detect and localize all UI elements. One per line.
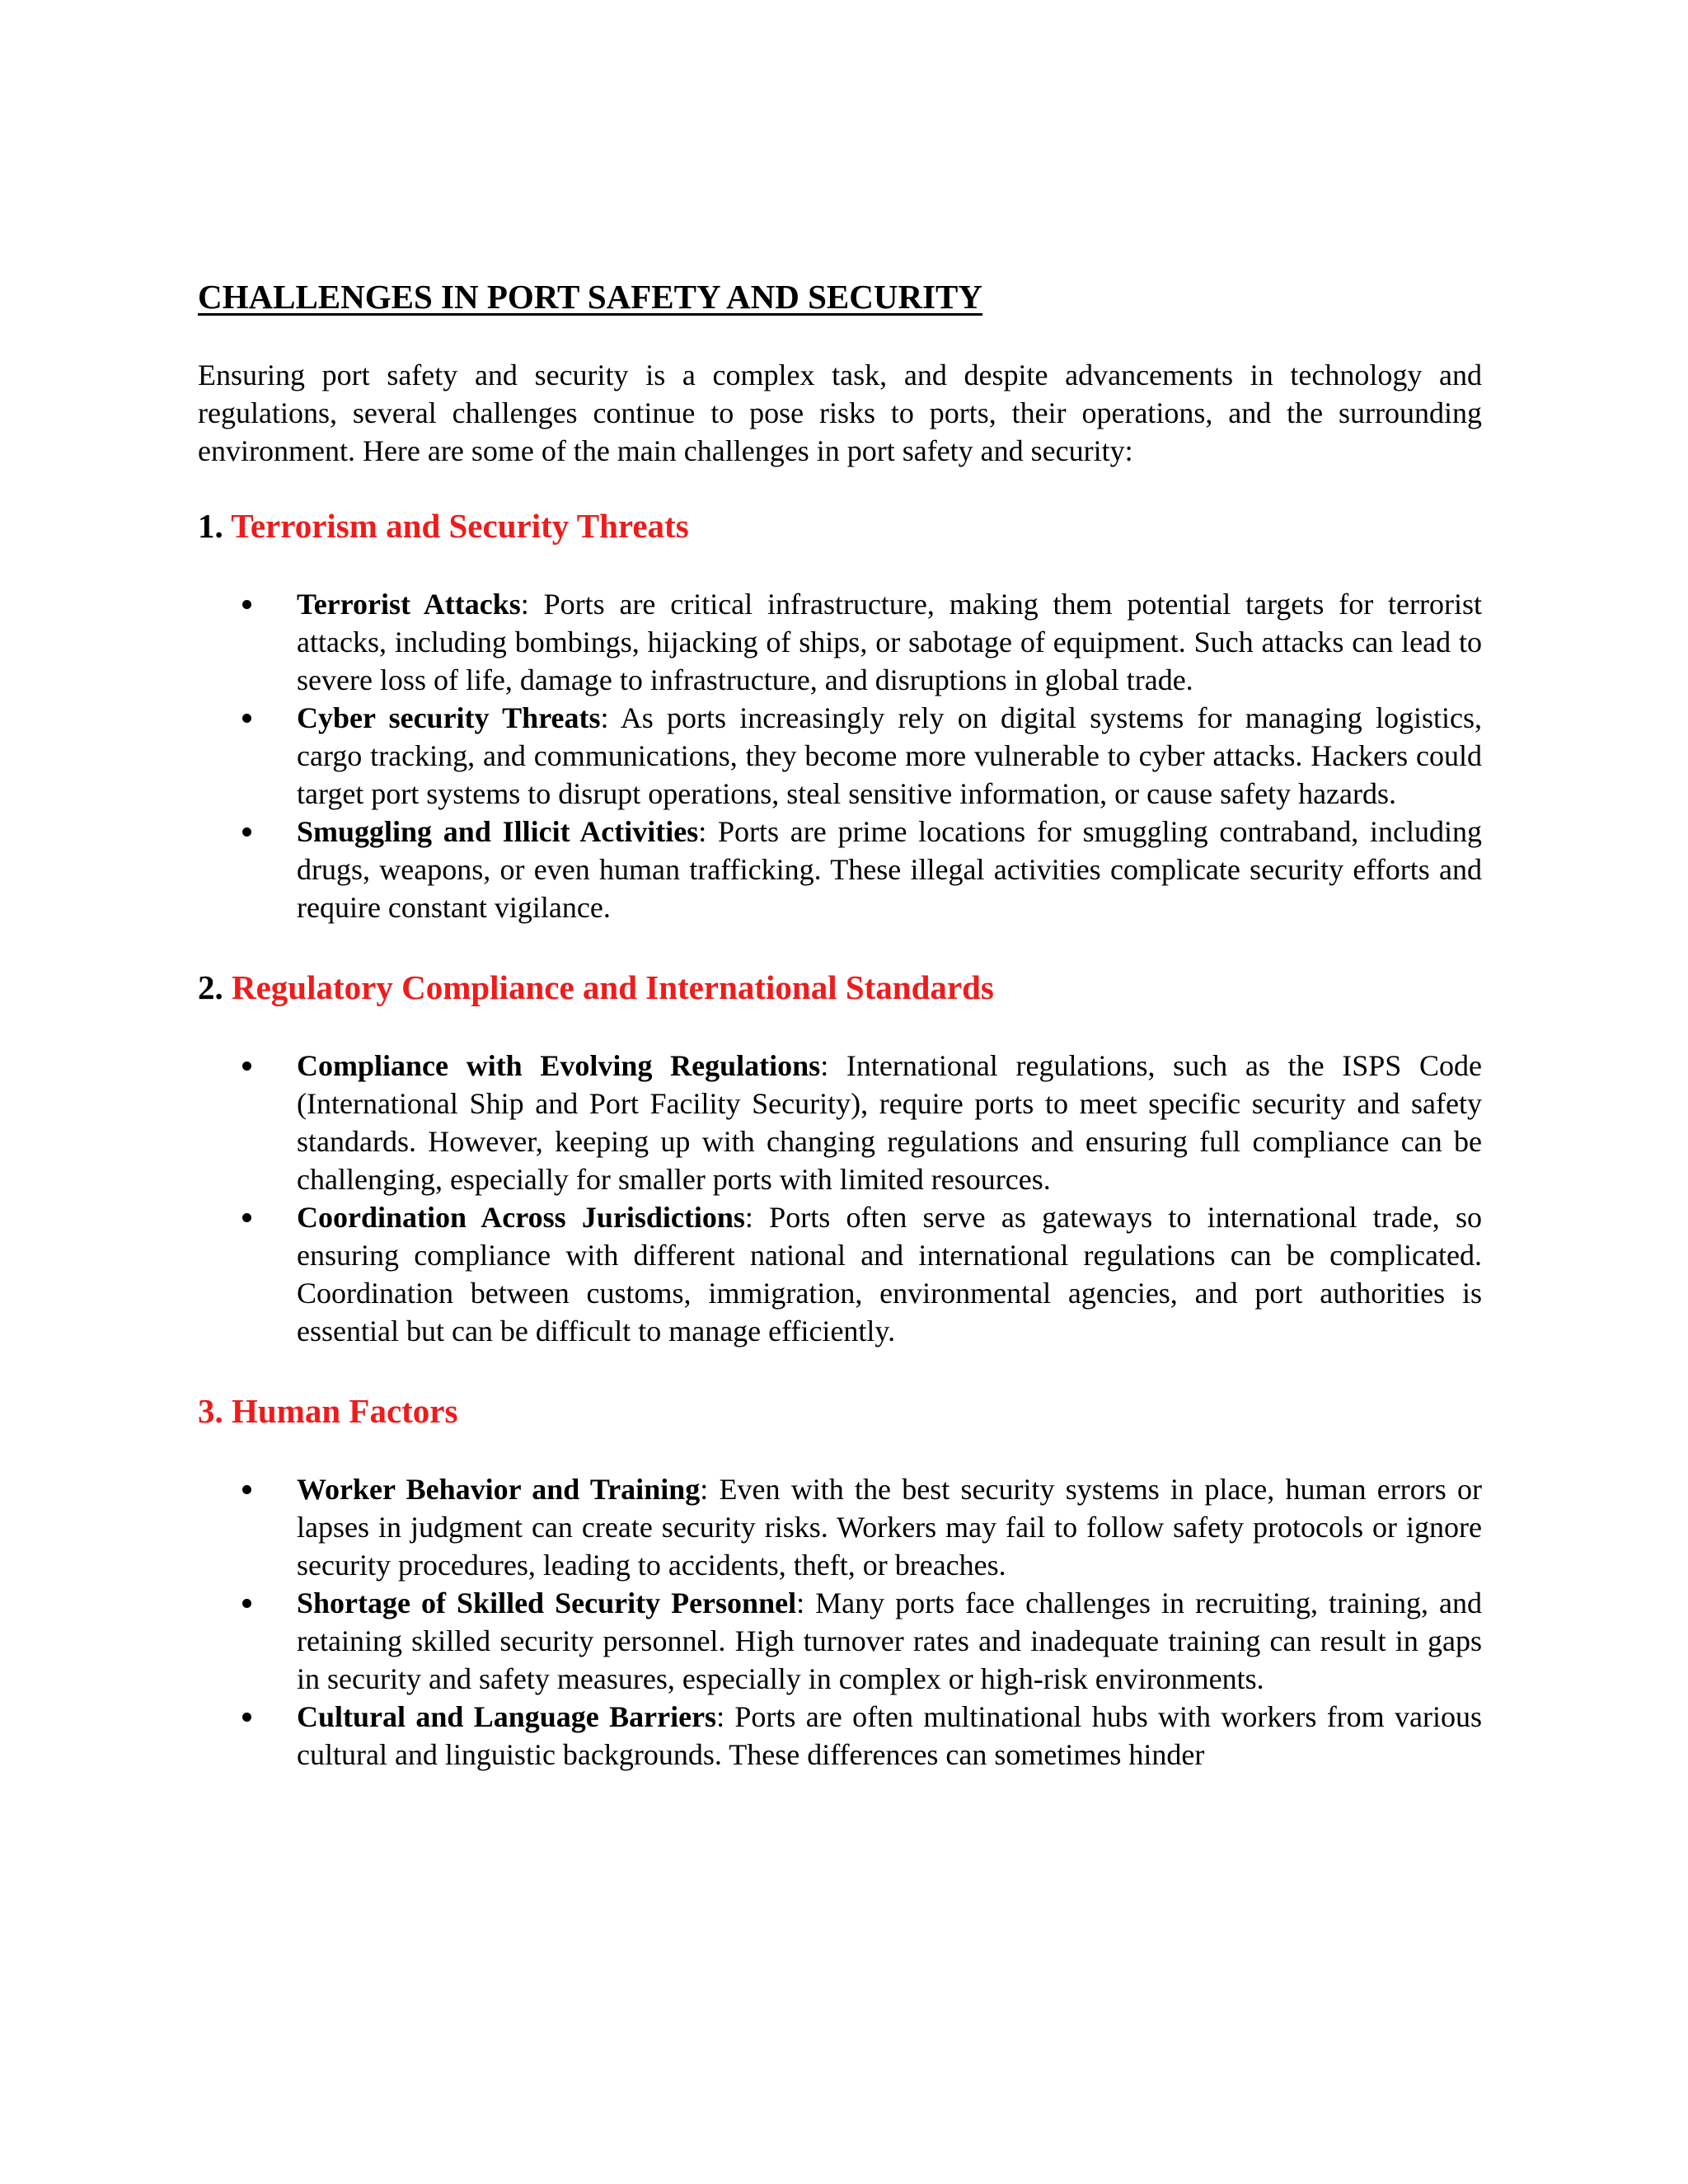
list-item (198, 813, 1482, 926)
item-text: : Ports are prime locations for smuggling contraband, including drugs, weapons, or even human trafficking. These illegal activities complicate security efforts and require constant vigilance. (297, 815, 1482, 924)
item-text: : Many ports face challenges in recruiting, training, and retaining skilled security personnel. High turnover rates and inadequate training can result in gaps in security and safety measures, especially in complex or high-risk environments. (297, 1586, 1482, 1695)
section-title: Human Factors (232, 1392, 458, 1430)
list-item (198, 1047, 1482, 1198)
section-heading-terrorism (198, 501, 1482, 551)
section-title: Terrorism and Security Threats (231, 507, 689, 545)
intro-paragraph: Ensuring port safety and security is a complex task, and despite advancements in technology and regulations, several challenges continue to pose risks to ports, their operations, and the surrounding environment. Here are some of the main challenges in port safety and security: (198, 359, 1482, 467)
list-item (198, 699, 1482, 813)
item-text: : Ports are critical infrastructure, making them potential targets for terrorist attacks, including bombings, hijacking of ships, or sabotage of equipment. Such attacks can lead to severe loss of life, damage to infrastructure, and disruptions in global trade. (297, 588, 1482, 696)
bullet-icon (242, 827, 251, 837)
section-title: Regulatory Compliance and International Standards (232, 968, 994, 1006)
section-number: 2. (198, 968, 223, 1006)
list-item (198, 585, 1482, 699)
item-term: Cultural and Language Barriers (297, 1700, 717, 1733)
item-term: Cyber security Threats (297, 701, 601, 734)
bullet-icon (242, 714, 251, 723)
bullet-list-regulatory (198, 1047, 1482, 1350)
section-number: 3. (198, 1392, 223, 1430)
section-number: 1. (198, 507, 223, 545)
list-item (198, 1470, 1482, 1584)
item-text: : Ports often serve as gateways to international trade, so ensuring compliance with different national and international regulations can be complicated. Coordination between customs, immigration, environmental agencies, and port authorities is essential but can be difficult to manage efficiently. (297, 1201, 1482, 1347)
item-text: : Ports are often multinational hubs with workers from various cultural and linguistic backgrounds. These differences can sometimes hinder (297, 1700, 1482, 1771)
list-item (198, 1698, 1482, 1774)
document-page (198, 272, 1482, 1774)
item-text: : As ports increasingly rely on digital systems for managing logistics, cargo tracking, and communications, they become more vulnerable to cyber attacks. Hackers could target port systems to disrupt operations, steal sensitive information, or cause safety hazards. (297, 701, 1482, 810)
item-term: Shortage of Skilled Security Personnel (297, 1586, 797, 1619)
bullet-list-human-factors (198, 1470, 1482, 1774)
item-text: : Even with the best security systems in place, human errors or lapses in judgment can create security risks. Workers may fail to follow safety protocols or ignore security procedures, leading to accidents, theft, or breaches. (297, 1473, 1482, 1582)
item-term: Terrorist Attacks (297, 588, 521, 621)
list-item (198, 1584, 1482, 1698)
bullet-icon (242, 1062, 251, 1071)
bullet-list-terrorism (198, 585, 1482, 926)
page-title: CHALLENGES IN PORT SAFETY AND SECURITY (198, 278, 983, 316)
item-term: Smuggling and Illicit Activities (297, 815, 699, 848)
item-term: Worker Behavior and Training (297, 1473, 701, 1506)
section-heading-human-factors (198, 1386, 1482, 1436)
bullet-icon (242, 1599, 251, 1608)
item-term: Coordination Across Jurisdictions (297, 1201, 745, 1234)
list-item (198, 1198, 1482, 1350)
section-heading-regulatory (198, 963, 1482, 1012)
item-term: Compliance with Evolving Regulations (297, 1049, 821, 1082)
bullet-icon (242, 600, 251, 609)
bullet-icon (242, 1213, 251, 1222)
bullet-icon (242, 1713, 251, 1722)
item-text: : International regulations, such as the ISPS Code (International Ship and Port Facility Security), require ports to meet specific security and safety standards. However, keeping up with changing regulations and ensuring full compliance can be challenging, especially for smaller ports with limited resources. (297, 1049, 1483, 1196)
bullet-icon (242, 1485, 251, 1494)
